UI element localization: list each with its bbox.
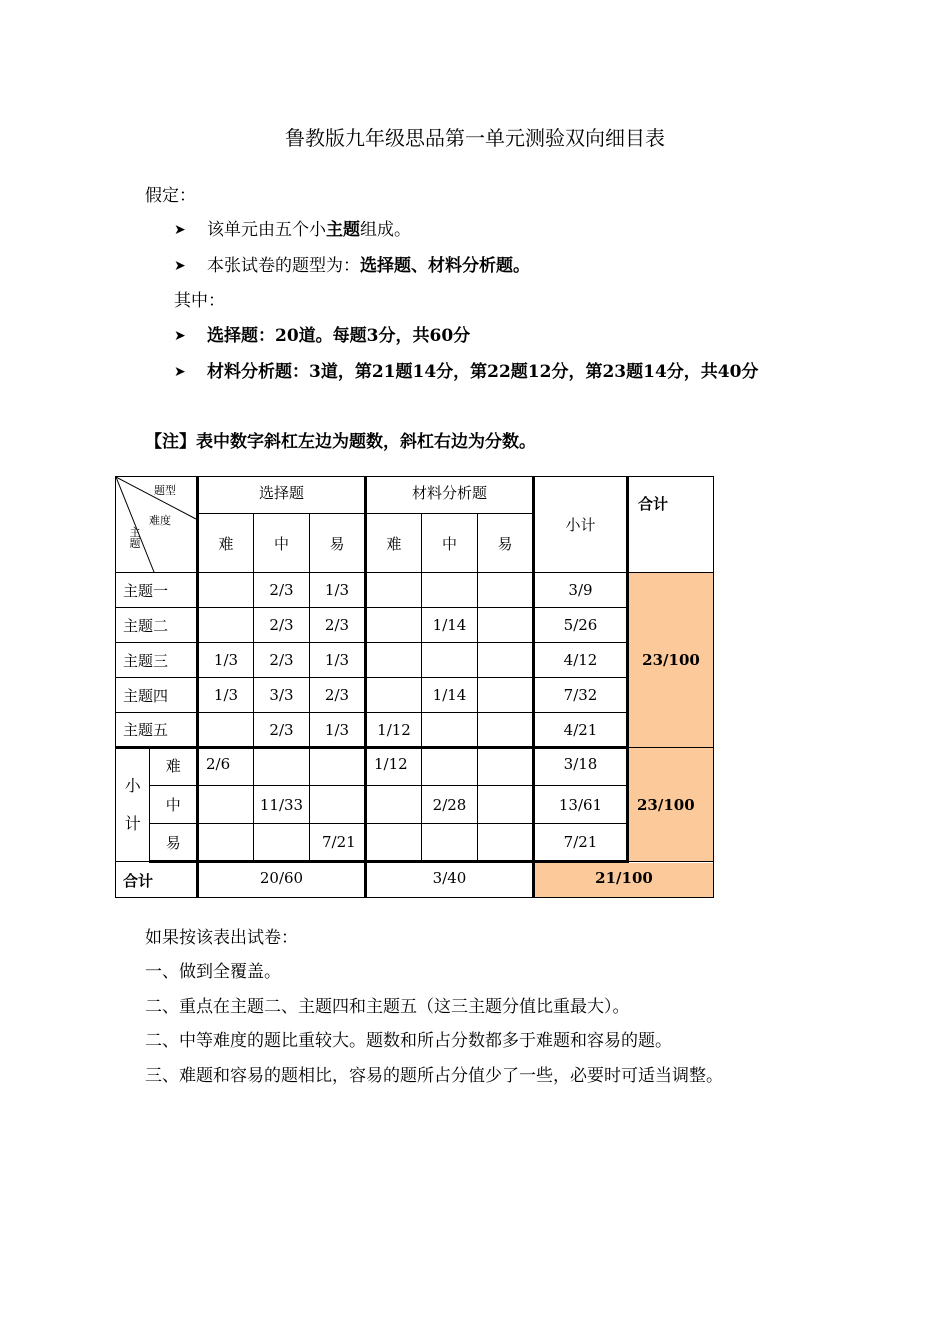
bullet-text-bold: 主题 <box>326 220 360 240</box>
level-label: 难 <box>150 748 198 786</box>
header-subtotal: 小计 <box>534 477 628 573</box>
row-subtotal: 5/26 <box>534 608 628 643</box>
table-cell <box>366 643 422 678</box>
bullet-text: 本张试卷的题型为： <box>207 256 360 276</box>
table-cell <box>478 608 534 643</box>
header-material: 材料分析题 <box>366 477 534 514</box>
conclusion-3: 二、中等难度的题比重较大。题数和所占分数都多于难题和容易的题。 <box>145 1031 672 1051</box>
row-subtotal: 7/32 <box>534 678 628 713</box>
corner-type-label: 题型 <box>154 484 176 497</box>
table-cell: 1/3 <box>310 643 366 678</box>
table-cell: 1/3 <box>198 643 254 678</box>
table-cell: 7/21 <box>310 824 366 862</box>
conclusion-1: 一、做到全覆盖。 <box>145 962 281 982</box>
among-label: 其中： <box>174 291 225 311</box>
table-cell <box>366 678 422 713</box>
table-cell <box>422 713 478 748</box>
total-row-label: 合计 <box>116 862 198 898</box>
topic-name: 主题四 <box>116 678 198 713</box>
total-choice: 20/60 <box>198 862 366 898</box>
table-cell: 1/3 <box>310 573 366 608</box>
table-cell: 1/14 <box>422 678 478 713</box>
table-cell: 1/12 <box>366 713 422 748</box>
bullet-text: 组成。 <box>360 220 411 240</box>
corner-difficulty-label: 难度 <box>149 514 171 527</box>
table-cell <box>422 573 478 608</box>
corner-topic-label: 主题 <box>129 526 141 550</box>
row-subtotal: 4/12 <box>534 643 628 678</box>
row-subtotal: 7/21 <box>534 824 628 862</box>
table-cell <box>478 713 534 748</box>
table-cell <box>478 573 534 608</box>
table-cell: 1/3 <box>198 678 254 713</box>
table-cell: 2/6 <box>198 748 254 786</box>
table-cell <box>422 643 478 678</box>
total-material: 3/40 <box>366 862 534 898</box>
table-cell: 2/3 <box>254 608 310 643</box>
table-cell: 3/3 <box>254 678 310 713</box>
bullet-topics <box>207 218 411 242</box>
bullet-text: 该单元由五个小 <box>207 220 326 240</box>
table-cell: 2/3 <box>310 678 366 713</box>
table-cell <box>198 713 254 748</box>
table-cell <box>310 786 366 824</box>
bullet-arrow-icon: ➤ <box>174 258 186 274</box>
level-header: 难 <box>198 514 254 573</box>
row-subtotal: 4/21 <box>534 713 628 748</box>
table-cell: 2/28 <box>422 786 478 824</box>
bullet-question-types <box>207 254 530 278</box>
conclusion-intro: 如果按该表出试卷： <box>145 928 298 948</box>
table-cell <box>366 573 422 608</box>
level-header: 中 <box>254 514 310 573</box>
topic-name: 主题二 <box>116 608 198 643</box>
row-subtotal: 13/61 <box>534 786 628 824</box>
corner-header-cell <box>116 477 198 573</box>
row-subtotal: 3/18 <box>534 748 628 786</box>
level-header: 中 <box>422 514 478 573</box>
topics-total-cell: 23/100 <box>628 573 714 748</box>
bullet-arrow-icon: ➤ <box>174 222 186 238</box>
assumption-label: 假定： <box>145 186 196 206</box>
row-subtotal: 3/9 <box>534 573 628 608</box>
table-cell <box>366 786 422 824</box>
table-cell <box>198 573 254 608</box>
table-cell <box>422 748 478 786</box>
table-cell: 2/3 <box>254 713 310 748</box>
table-cell <box>478 643 534 678</box>
level-header: 易 <box>478 514 534 573</box>
table-cell: 1/3 <box>310 713 366 748</box>
grand-total: 21/100 <box>534 862 714 898</box>
bullet-arrow-icon: ➤ <box>174 328 186 344</box>
level-label: 易 <box>150 824 198 862</box>
page-title: 鲁教版九年级思品第一单元测验双向细目表 <box>285 126 665 150</box>
topic-name: 主题三 <box>116 643 198 678</box>
table-cell: 1/14 <box>422 608 478 643</box>
table-cell: 2/3 <box>254 573 310 608</box>
table-cell <box>310 748 366 786</box>
conclusion-2: 二、重点在主题二、主题四和主题五（这三主题分值比重最大）。 <box>145 997 630 1017</box>
table-cell <box>478 824 534 862</box>
subtotal-side-char: 小 <box>124 776 141 795</box>
bullet-arrow-icon: ➤ <box>174 364 186 380</box>
table-cell <box>366 824 422 862</box>
bullet-material: 材料分析题：3道，第21题14分，第22题12分，第23题14分，共40分 <box>207 362 759 382</box>
table-cell: 2/3 <box>310 608 366 643</box>
table-cell <box>366 608 422 643</box>
table-note: 【注】表中数字斜杠左边为题数，斜杠右边为分数。 <box>145 432 536 452</box>
conclusion-4: 三、难题和容易的题相比，容易的题所占分值少了一些，必要时可适当调整。 <box>145 1066 723 1086</box>
level-header: 易 <box>310 514 366 573</box>
levels-total-cell: 23/100 <box>628 748 714 862</box>
table-cell <box>478 786 534 824</box>
table-cell: 11/33 <box>254 786 310 824</box>
header-choice: 选择题 <box>198 477 366 514</box>
table-cell <box>254 748 310 786</box>
table-cell <box>254 824 310 862</box>
bullet-text-bold: 选择题、材料分析题。 <box>360 256 530 276</box>
table-cell <box>478 678 534 713</box>
table-cell <box>478 748 534 786</box>
table-cell <box>198 786 254 824</box>
specification-table <box>115 476 714 898</box>
table-cell <box>198 824 254 862</box>
table-cell <box>422 824 478 862</box>
level-header: 难 <box>366 514 422 573</box>
table-cell: 1/12 <box>366 748 422 786</box>
topic-name: 主题五 <box>116 713 198 748</box>
subtotal-side-char: 计 <box>124 814 141 833</box>
header-total: 合计 <box>628 477 714 573</box>
bullet-choice: 选择题：20道。每题3分，共60分 <box>207 326 471 346</box>
level-label: 中 <box>150 786 198 824</box>
table-cell: 2/3 <box>254 643 310 678</box>
topic-name: 主题一 <box>116 573 198 608</box>
subtotal-side-label <box>116 748 150 862</box>
table-cell <box>198 608 254 643</box>
